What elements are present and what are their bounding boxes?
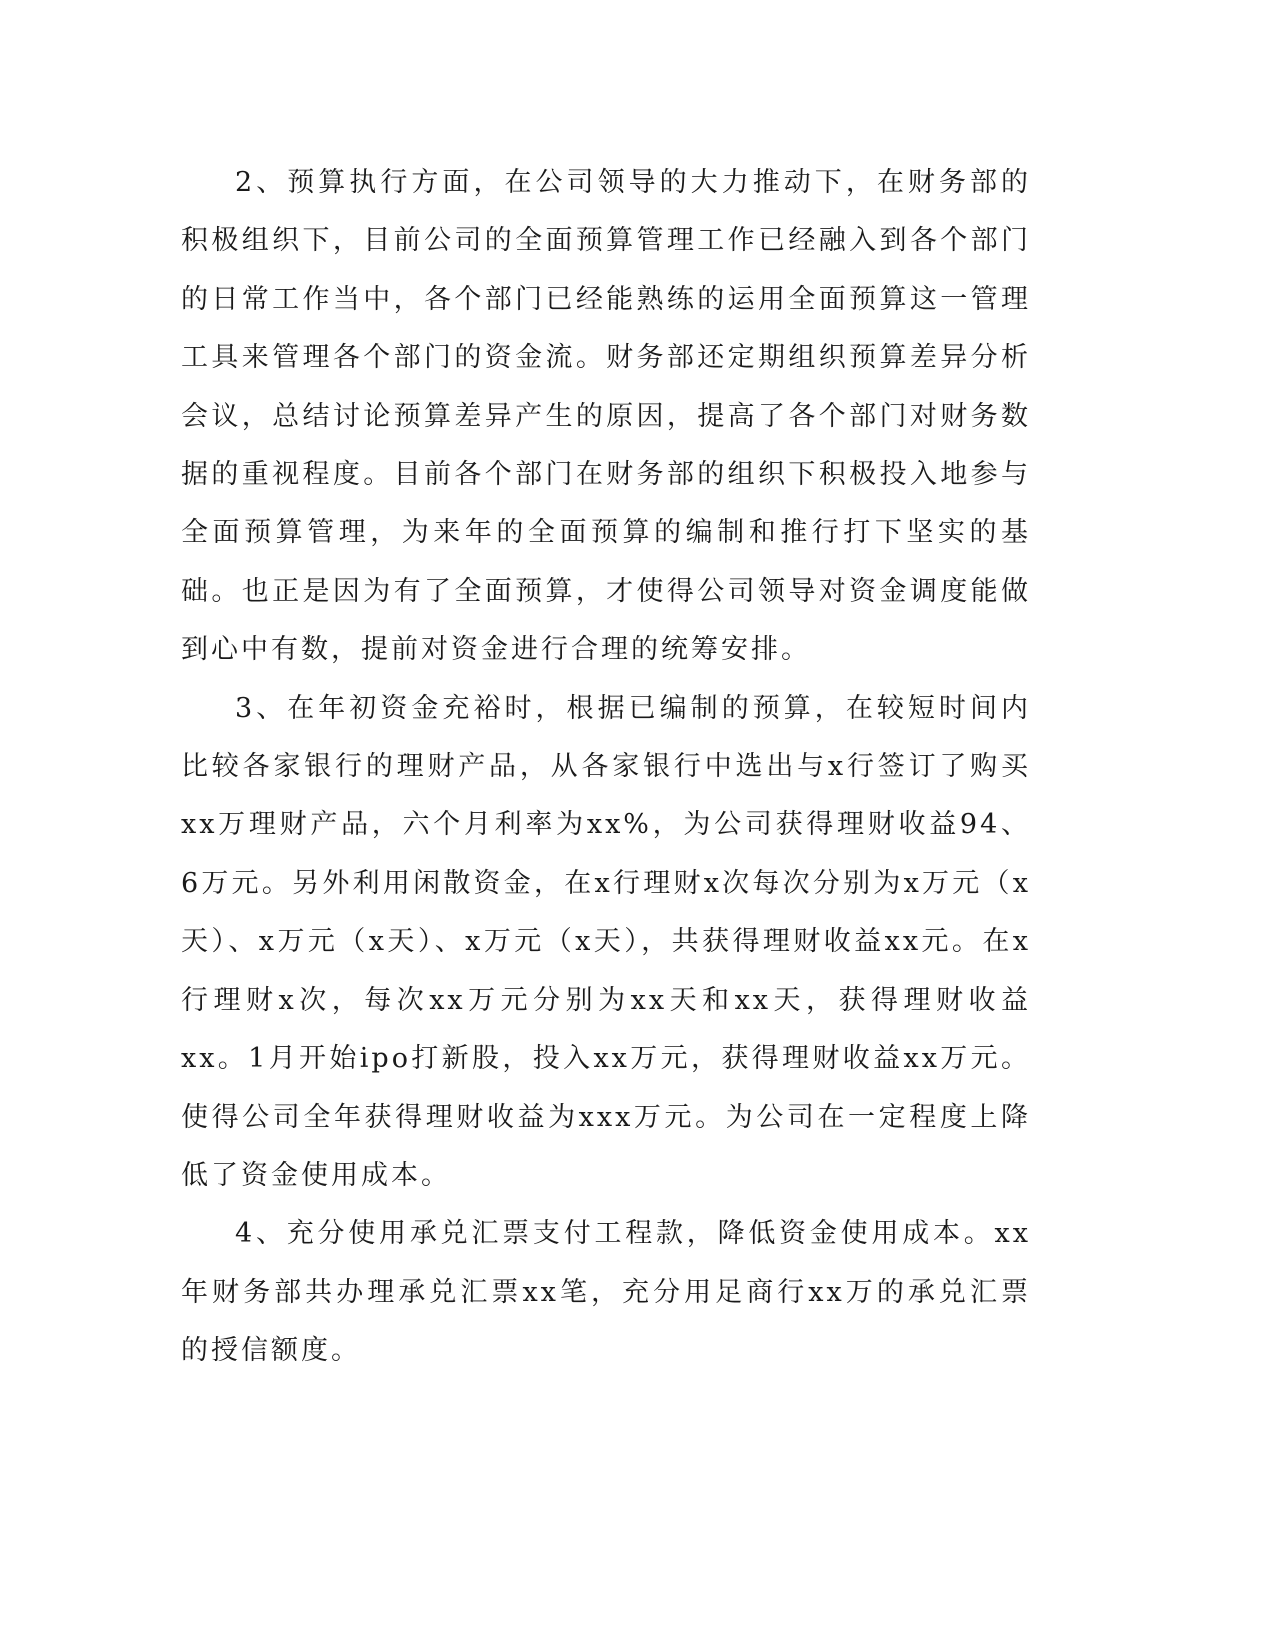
paragraph-acceptance-bills: 4、充分使用承兑汇票支付工程款，降低资金使用成本。xx年财务部共办理承兑汇票xx笔，充分用足商行xx万的承兑汇票的授信额度。 <box>181 1218 1031 1367</box>
paragraph-budget-execution: 2、预算执行方面，在公司领导的大力推动下，在财务部的积极组织下，目前公司的全面预算管理工作已经融入到各个部门的日常工作当中，各个部门已经能熟练的运用全面预算这一管理工具来管理各个部门的资金流。财务部还定期组织预算差异分析会议，总结讨论预算差异产生的原因，提高了各个部门对财务数据的重视程度。目前各个部门在财务部的组织下积极投入地参与全面预算管理，为来年的全面预算的编制和推行打下坚实的基础。也正是因为有了全面预算，才使得公司领导对资金调度能做到心中有数，提前对资金进行合理的统筹安排。 <box>181 167 1031 666</box>
document-body <box>181 154 1031 1381</box>
paragraph-wealth-management: 3、在年初资金充裕时，根据已编制的预算，在较短时间内比较各家银行的理财产品，从各家银行中选出与x行签订了购买xx万理财产品，六个月利率为xx%，为公司获得理财收益94、6万元。另外利用闲散资金，在x行理财x次每次分别为x万元（x天）、x万元（x天）、x万元（x天），共获得理财收益xx元。在x行理财x次，每次xx万元分别为xx天和xx天，获得理财收益xx。1月开始ipo打新股，投入xx万元，获得理财收益xx万元。使得公司全年获得理财收益为xxx万元。为公司在一定程度上降低了资金使用成本。 <box>181 692 1031 1191</box>
